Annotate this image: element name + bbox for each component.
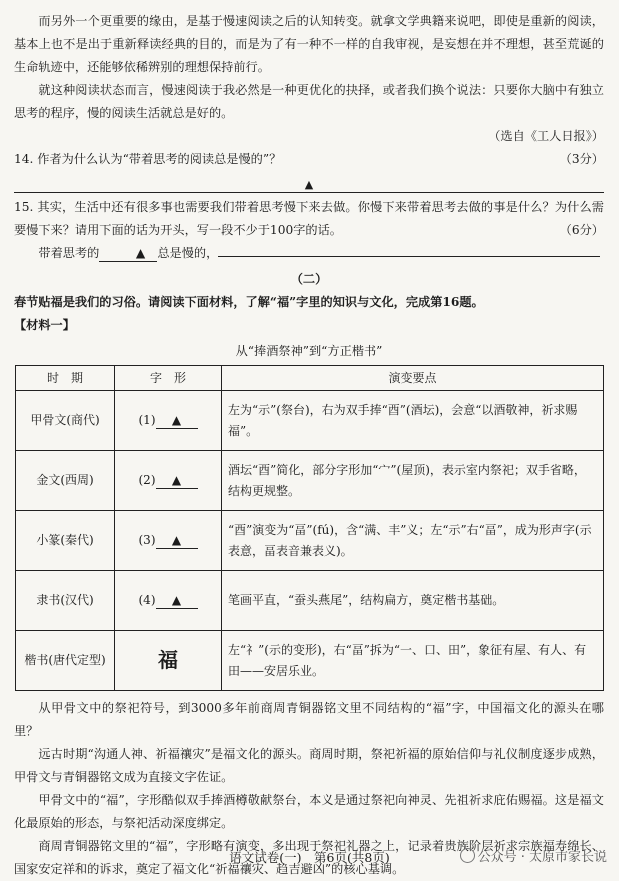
table-row [16, 631, 604, 691]
question-15-lead [14, 242, 604, 265]
glyph-blank[interactable]: ▲ [156, 413, 198, 429]
glyph-number: (1) [138, 413, 156, 427]
body-paragraph: 甲骨文中的“福”，字形酷似双手捧酒樽敬献祭台，本义是通过祭祀向神灵、先祖祈求庇佑赐福。这是福文化最原始的形态，与祭祀活动深度绑定。 [14, 793, 604, 830]
row-period: 甲骨文(商代) [16, 391, 115, 451]
row-point: “酉”演变为“畐”(fú)，含“满、丰”义；左“示”右“畐”，成为形声字(示表意，畐表音兼表义)。 [222, 511, 604, 571]
passage-source: （选自《工人日报》） [488, 129, 604, 143]
glyph-blank[interactable]: ▲ [156, 593, 198, 609]
body-paragraph: 远古时期“沟通人神、祈福禳灾”是福文化的源头。商周时期，祭祀祈福的原始信仰与礼仪制度逐步成熟，甲骨文与青铜器铭文成为直接文字佐证。 [14, 747, 604, 784]
page-footer: 语文试卷(一) 第6页(共8页) [229, 850, 390, 865]
question-14-text: 14. 作者为什么认为“带着思考的阅读总是慢的”？ [14, 152, 282, 166]
glyph-number: (2) [138, 473, 156, 487]
lead-blank[interactable]: ▲ [99, 245, 157, 262]
row-point: 左为“示”(祭台)，右为双手捧“酉”(酒坛)，会意“以酒敬神，祈求赐福”。 [222, 391, 604, 451]
section-intro: 春节贴福是我们的习俗。请阅读下面材料，了解“福”字里的知识与文化，完成第16题。 [14, 295, 484, 309]
section-heading: （二） [290, 272, 328, 286]
wechat-icon [460, 848, 475, 863]
row-period: 小篆(秦代) [16, 511, 115, 571]
glyph-number: (4) [138, 593, 156, 607]
table-row [16, 451, 604, 511]
row-point: 笔画平直，“蚕头燕尾”，结构扁方，奠定楷书基础。 [222, 571, 604, 631]
passage-paragraph: 就这种阅读状态而言，慢速阅读于我必然是一种更优化的抉择，或者我们换个说法：只要你大脑中有独立思考的程序，慢的阅读生活就总是好的。 [14, 83, 604, 120]
row-period: 金文(西周) [16, 451, 115, 511]
header-period: 时 期 [16, 366, 115, 391]
row-glyph [115, 451, 222, 511]
row-point: 左“礻”(示的变形)，右“畐”拆为“一、口、田”，象征有屋、有人、有田——安居乐业。 [222, 631, 604, 691]
question-15-score: （6分） [559, 223, 604, 237]
glyph-number: (3) [138, 533, 156, 547]
header-points: 演变要点 [222, 366, 604, 391]
watermark [460, 846, 607, 869]
answer-line-14[interactable] [14, 172, 604, 193]
row-point: 酒坛“酉”简化，部分字形加“宀”(屋顶)，表示室内祭祀；双手省略，结构更规整。 [222, 451, 604, 511]
answer-marker-icon: ▲ [304, 178, 314, 191]
question-14-score: （3分） [559, 152, 604, 166]
row-glyph [115, 511, 222, 571]
row-period: 楷书(唐代定型) [16, 631, 115, 691]
question-14 [14, 148, 604, 171]
lead-text-a: 带着思考的 [38, 246, 100, 260]
body-paragraph: 商周青铜器铭文里的“福”，字形略有演变，多出现于祭祀礼器之上，记录着贵族阶层祈求宗族福寿绵长、国家安定祥和的诉求，奠定了福文化“祈福禳灾、趋吉避凶”的核心基调。 [14, 839, 604, 876]
evolution-table [15, 365, 604, 691]
row-period: 隶书(汉代) [16, 571, 115, 631]
row-glyph-fu: 福 [115, 631, 222, 691]
question-15 [14, 196, 604, 242]
table-row [16, 391, 604, 451]
watermark-text: 公众号 · 太原市家长说 [477, 850, 607, 865]
body-paragraph: 从甲骨文中的祭祀符号，到3000多年前商周青铜器铭文里不同结构的“福”字，中国福文化的源头在哪里？ [14, 701, 604, 738]
table-caption: 从“捧酒祭神”到“方正楷书” [235, 344, 383, 358]
lead-text-b: 总是慢的， [157, 246, 219, 260]
table-header-row [16, 366, 604, 391]
lead-answer-line[interactable] [218, 256, 600, 257]
exam-page [14, 10, 604, 881]
glyph-blank[interactable]: ▲ [156, 473, 198, 489]
row-glyph [115, 391, 222, 451]
table-row [16, 571, 604, 631]
header-glyph: 字 形 [115, 366, 222, 391]
glyph-blank[interactable]: ▲ [156, 533, 198, 549]
question-15-text: 15. 其实，生活中还有很多事也需要我们带着思考慢下来去做。你慢下来带着思考去做的事是什么？为什么需要慢下来？请用下面的话为开头，写一段不少于100字的话。 [14, 200, 604, 237]
material-label: 【材料一】 [14, 318, 75, 332]
passage-paragraph: 而另外一个更重要的缘由，是基于慢速阅读之后的认知转变。就拿文学典籍来说吧，即使是重新的阅读，基本上也不是出于重新释读经典的目的，而是为了有一种不一样的自我审视，是妄想在并不理想，甚至荒诞的生命轨迹中，还能够依稀辨别的理想保持前行。 [14, 14, 604, 74]
table-row [16, 511, 604, 571]
row-glyph [115, 571, 222, 631]
